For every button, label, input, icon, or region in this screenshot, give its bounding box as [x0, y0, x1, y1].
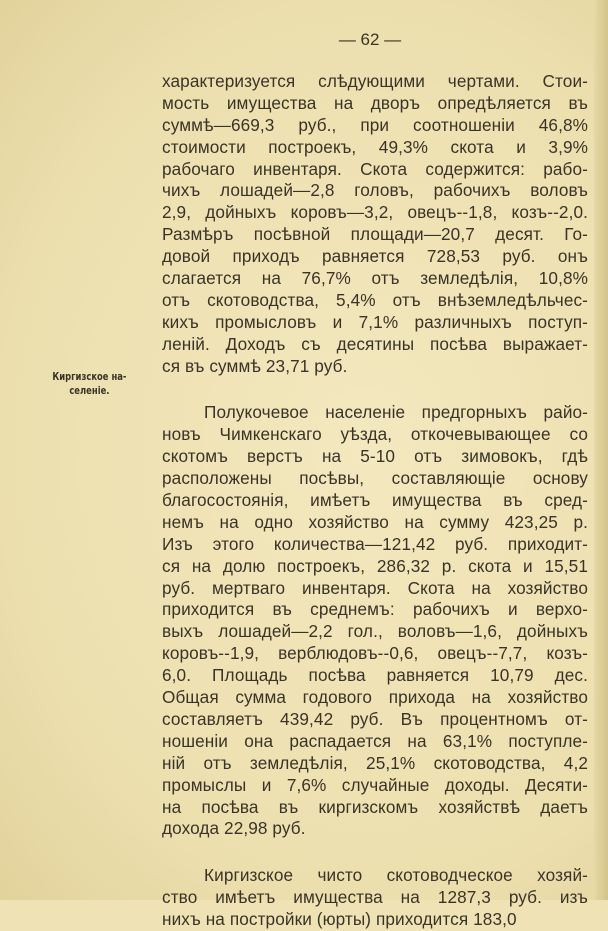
margin-note-line: селеніе.: [69, 384, 110, 397]
text-line: приходится въ среднемъ: рабочихъ и верхо-: [162, 599, 588, 620]
text-line: нихъ на постройки (юрты) приходится 183,0: [162, 909, 517, 930]
margin-note-line: Киргизское на-: [52, 370, 127, 383]
text-line: стоимости построекъ, 49,3% скота и 3,9%: [162, 136, 588, 157]
text-line: 6,0. Площадь посѣва равняется 10,79 дес.: [162, 665, 588, 686]
text-line: Полукочевое населеніе предгорныхъ райо-: [204, 402, 588, 423]
text-line: скотомъ верстъ на 5-10 отъ зимовокъ, гдѣ: [162, 446, 588, 467]
paragraph-gap: [162, 840, 588, 865]
body-text: [162, 71, 588, 931]
text-line: немъ на одно хозяйство на сумму 423,25 р.: [162, 511, 588, 532]
text-line: ношеніи она распадается на 63,1% поступле-: [162, 730, 588, 751]
paragraph: [162, 402, 588, 840]
text-line: дохода 22,98 руб.: [162, 818, 306, 839]
text-line: ній отъ земледѣлія, 25,1% скотоводства, 4,2: [162, 752, 588, 773]
text-line: Изъ этого количества—121,42 руб. приходит-: [162, 533, 588, 554]
paragraph-gap: [162, 377, 588, 402]
text-line: на посѣва въ киргизскомъ хозяйствѣ даетъ: [162, 796, 588, 817]
text-line: выхъ лошадей—2,2 гол., воловъ—1,6, дойныхъ: [162, 621, 588, 642]
text-line: отъ скотоводства, 5,4% отъ внѣземледѣльчес-: [162, 289, 588, 310]
text-line: слагается на 76,7% отъ земледѣлія, 10,8%: [162, 268, 588, 289]
text-line: мость имущества на дворъ опредѣляется въ: [162, 92, 588, 113]
text-line: суммѣ—669,3 руб., при соотношеніи 46,8%: [162, 114, 588, 135]
text-line: довой приходъ равняется 728,53 руб. онъ: [162, 246, 588, 267]
text-line: характеризуется слѣдующими чертами. Стои-: [162, 71, 588, 91]
text-line: кихъ промысловъ и 7,1% различныхъ поступ-: [162, 311, 588, 332]
text-line: руб. мертваго инвентаря. Скота на хозяйство: [162, 577, 588, 598]
page-number: — 62 —: [338, 30, 402, 49]
text-line: ся на долю построекъ, 286,32 р. скота и 15,51: [162, 555, 588, 576]
margin-note: [52, 370, 127, 398]
text-line: рабочаго инвентаря. Скота содержится: рабо-: [162, 158, 588, 179]
text-line: ся въ суммѣ 23,71 руб.: [162, 355, 348, 376]
text-line: Размѣръ посѣвной площади—20,7 десят. Го-: [162, 224, 588, 245]
text-line: чихъ лошадей—2,8 головъ, рабочихъ воловъ: [162, 180, 588, 201]
text-line: промыслы и 7,6% случайные доходы. Десяти-: [162, 774, 588, 795]
text-line: леній. Доходъ съ десятины посѣва выражает-: [162, 333, 588, 354]
text-line: Киргизское чисто скотоводческое хозяй-: [204, 865, 588, 886]
page-edge: [594, 0, 608, 900]
paragraph: [162, 71, 588, 377]
text-line: составляетъ 439,42 руб. Въ процентномъ от-: [162, 708, 588, 729]
text-line: расположены посѣвы, составляющіе основу: [162, 468, 588, 489]
text-line: Общая сумма годового прихода на хозяйство: [162, 687, 588, 708]
text-line: ство имѣетъ имущества на 1287,3 руб. изъ: [162, 887, 588, 908]
text-line: новъ Чимкенскаго уѣзда, откочевывающее со: [162, 424, 588, 445]
text-line: коровъ--1,9, верблюдовъ--0,6, овецъ--7,7, козъ-: [162, 643, 588, 664]
text-line: благосостоянія, имѣетъ имущества въ сред-: [162, 490, 588, 511]
text-line: 2,9, дойныхъ коровъ—3,2, овецъ--1,8, козъ--2,0.: [162, 202, 588, 223]
paragraph: [162, 865, 588, 931]
